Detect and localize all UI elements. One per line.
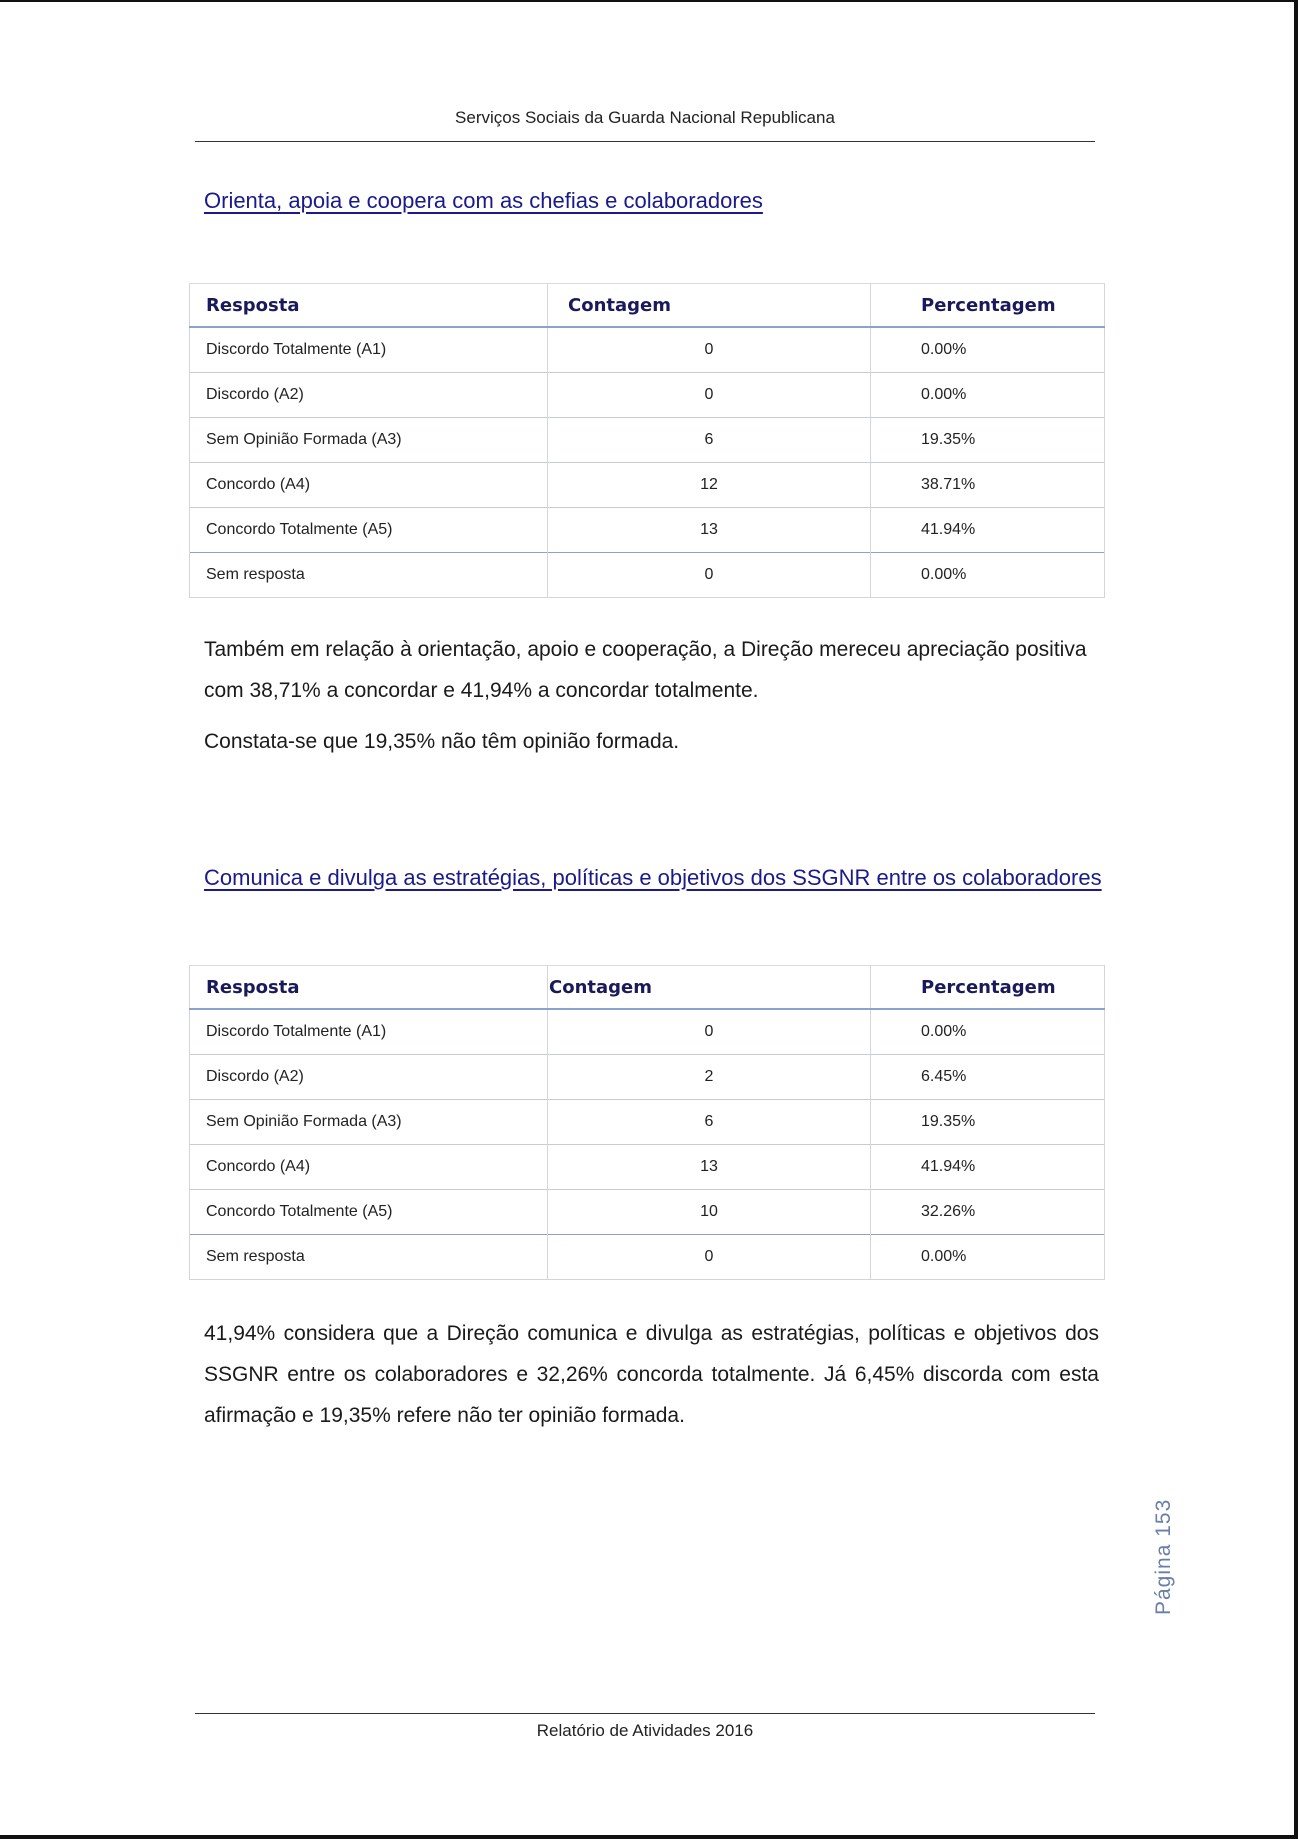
- cell-percentagem: 19.35%: [871, 1100, 1105, 1145]
- cell-resposta: Sem resposta: [190, 553, 548, 598]
- page-header: Serviços Sociais da Guarda Nacional Republicana: [455, 108, 835, 127]
- table-row: [190, 1145, 1105, 1190]
- cell-percentagem: 41.94%: [871, 1145, 1105, 1190]
- cell-contagem: 0: [548, 373, 871, 418]
- page-number: Página 153: [1152, 1498, 1175, 1615]
- cell-resposta: Concordo Totalmente (A5): [190, 508, 548, 553]
- header-contagem: Contagem: [548, 284, 871, 328]
- cell-percentagem: 6.45%: [871, 1055, 1105, 1100]
- header-resposta: Resposta: [190, 284, 548, 328]
- cell-resposta: Discordo (A2): [190, 1055, 548, 1100]
- cell-percentagem: 19.35%: [871, 418, 1105, 463]
- cell-resposta: Concordo Totalmente (A5): [190, 1190, 548, 1235]
- cell-contagem: 6: [548, 1100, 871, 1145]
- table-row: [190, 1009, 1105, 1055]
- cell-resposta: Discordo Totalmente (A1): [190, 1009, 548, 1055]
- cell-percentagem: 0.00%: [871, 1009, 1105, 1055]
- cell-contagem: 2: [548, 1055, 871, 1100]
- header-rule: [195, 141, 1095, 142]
- cell-percentagem: 32.26%: [871, 1190, 1105, 1235]
- table-row: [190, 373, 1105, 418]
- section2-table: [189, 965, 1105, 1280]
- cell-contagem: 12: [548, 463, 871, 508]
- paragraph: Constata-se que 19,35% não têm opinião formada.: [204, 730, 680, 753]
- cell-contagem: 10: [548, 1190, 871, 1235]
- cell-contagem: 13: [548, 508, 871, 553]
- cell-contagem: 0: [548, 1009, 871, 1055]
- table-row: [190, 463, 1105, 508]
- page-footer: Relatório de Atividades 2016: [536, 1721, 754, 1740]
- cell-resposta: Sem resposta: [190, 1235, 548, 1280]
- table-row: [190, 1055, 1105, 1100]
- table-header-row: [190, 966, 1105, 1010]
- cell-resposta: Discordo Totalmente (A1): [190, 327, 548, 373]
- header-contagem: Contagem: [548, 966, 871, 1010]
- table-row: [190, 1235, 1105, 1280]
- section2-text: [204, 1313, 1099, 1446]
- section1-title: Orienta, apoia e coopera com as chefias e colaboradores: [204, 188, 763, 213]
- header-resposta: Resposta: [190, 966, 548, 1010]
- section2-title: Comunica e divulga as estratégias, políticas e objetivos dos SSGNR entre os colaboradores: [204, 865, 1102, 890]
- cell-resposta: Concordo (A4): [190, 463, 548, 508]
- table-row: [190, 553, 1105, 598]
- table-header-row: [190, 284, 1105, 328]
- paragraph: 41,94% considera que a Direção comunica e divulga as estratégias, políticas e objetivos dos SSGNR entre os colaboradores e 32,26% concorda totalmente. Já 6,45% discorda com esta afirmação e 19,35% refere não ter opinião formada.: [204, 1322, 1099, 1427]
- cell-percentagem: 0.00%: [871, 553, 1105, 598]
- cell-percentagem: 0.00%: [871, 373, 1105, 418]
- cell-resposta: Sem Opinião Formada (A3): [190, 1100, 548, 1145]
- cell-contagem: 0: [548, 327, 871, 373]
- cell-percentagem: 0.00%: [871, 327, 1105, 373]
- section1-table: [189, 283, 1105, 598]
- cell-contagem: 13: [548, 1145, 871, 1190]
- table-row: [190, 418, 1105, 463]
- cell-contagem: 0: [548, 1235, 871, 1280]
- cell-percentagem: 41.94%: [871, 508, 1105, 553]
- cell-percentagem: 38.71%: [871, 463, 1105, 508]
- cell-resposta: Discordo (A2): [190, 373, 548, 418]
- cell-resposta: Concordo (A4): [190, 1145, 548, 1190]
- cell-contagem: 6: [548, 418, 871, 463]
- cell-contagem: 0: [548, 553, 871, 598]
- paragraph: Também em relação à orientação, apoio e cooperação, a Direção mereceu apreciação positiva com 38,71% a concordar e 41,94% a concordar totalmente.: [204, 638, 1087, 702]
- table-row: [190, 1100, 1105, 1145]
- table-row: [190, 1190, 1105, 1235]
- section1-text: [204, 629, 1099, 772]
- header-percentagem: Percentagem: [871, 966, 1105, 1010]
- table-row: [190, 327, 1105, 373]
- footer-rule: [195, 1713, 1095, 1714]
- cell-resposta: Sem Opinião Formada (A3): [190, 418, 548, 463]
- cell-percentagem: 0.00%: [871, 1235, 1105, 1280]
- table-row: [190, 508, 1105, 553]
- header-percentagem: Percentagem: [871, 284, 1105, 328]
